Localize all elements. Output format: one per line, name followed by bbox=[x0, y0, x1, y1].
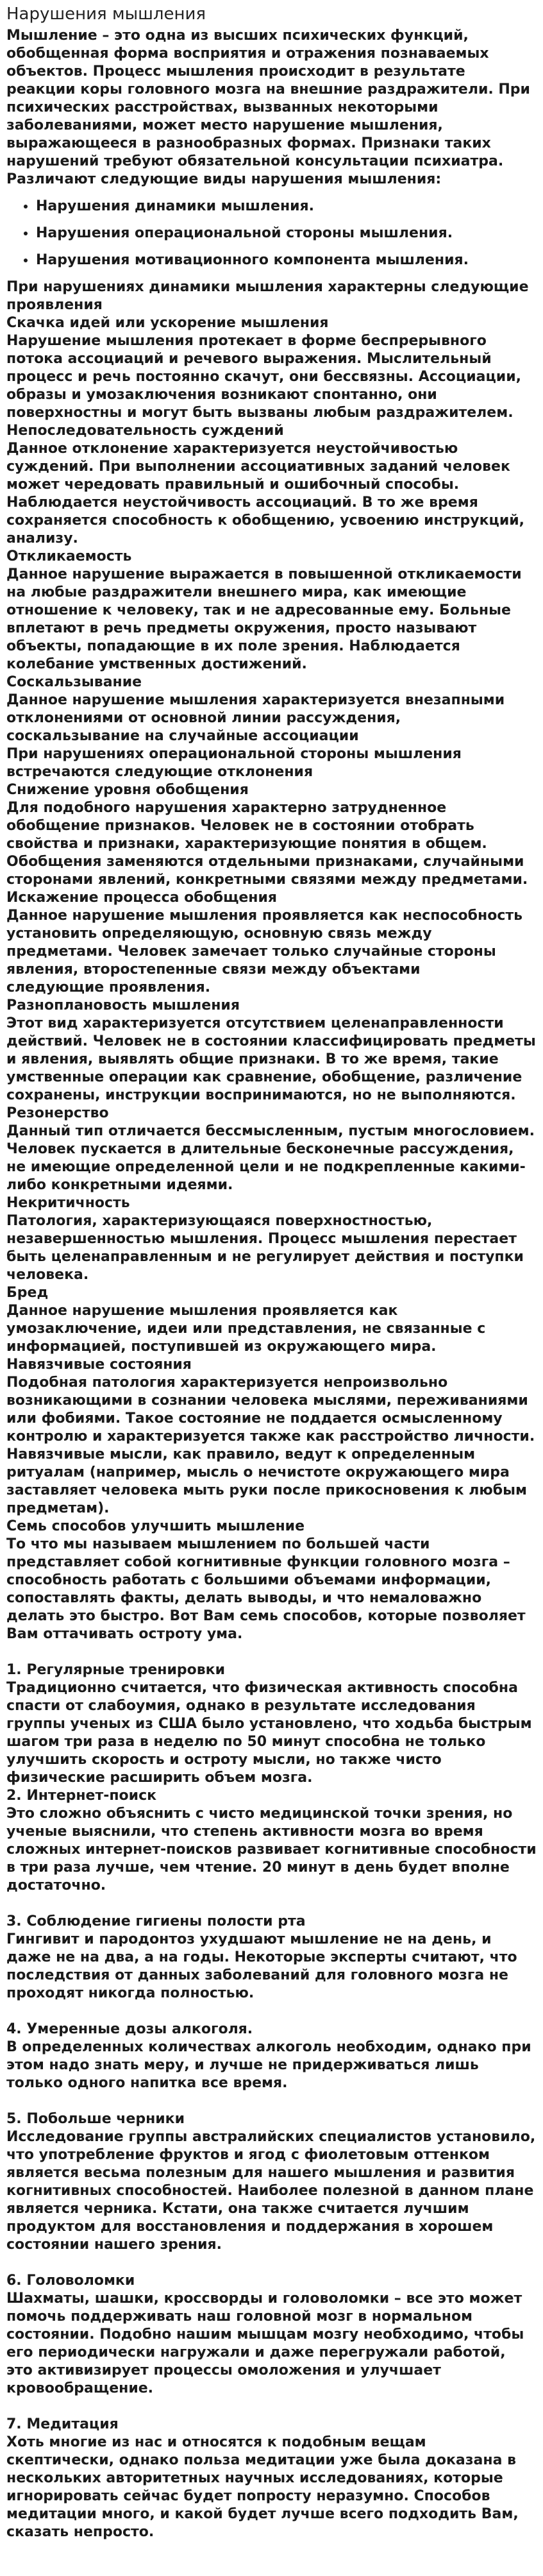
way-heading: 2. Интернет-поиск bbox=[6, 1788, 157, 1804]
section-heading: Резонерство bbox=[6, 1105, 109, 1121]
section-text: То что мы называем мышлением по большей части представляет собой когнитивные функции головного мозга – способность работать с большими объемами информации, сопоставлять факты, делать выводы, и что немаловажно делать это быстро. Вот Вам семь способов, которые позволяет Вам оттачивать остроту ума. bbox=[6, 1536, 526, 1642]
section-text: Этот вид характеризуется отсутствием целенаправленности действий. Человек не в состоянии классифицировать предметы и явления, выявлять общие признаки. В то же время, такие умственные операции как сравнение, обобщение, различение сохранены, инструкции воспринимаются, но не выполняются. bbox=[6, 1015, 536, 1103]
section-heading: Бред bbox=[6, 1285, 49, 1301]
section-heading: Разноплановость мышления bbox=[6, 997, 240, 1013]
section-text: Нарушение мышления протекает в форме беспрерывного потока ассоциаций и речевого выражения. Мыслительный процесс и речь постоянно скачут, они бессвязны. Ассоциации, образы и умозаключения возникают спонтанно, они поверхностны и могут быть вызваны любым раздражителем. bbox=[6, 333, 521, 421]
way-text: В определенных количествах алкоголь необходим, однако при этом надо знать меру, и лучше не придерживаться лишь только одного напитка все время. bbox=[6, 2039, 531, 2091]
section-text: Патология, характеризующаяся поверхностностью, незавершенностью мышления. Процесс мышления перестает быть целенаправленным и не регулирует действия и поступки человека. bbox=[6, 1213, 524, 1283]
spacer bbox=[6, 2003, 537, 2021]
way-heading: 1. Регулярные тренировки bbox=[6, 1662, 226, 1678]
section-text: Данное нарушение выражается в повышенной откликаемости на любые раздражители внешнего мира, как имеющие отношение к человеку, так и не адресованные ему. Больные вплетают в речь предметы окружения, просто называют объекты, попадающие в их поле зрения. Наблюдается колебание умственных достижений. bbox=[6, 566, 522, 672]
section-heading: Семь способов улучшить мышление bbox=[6, 1518, 305, 1534]
way-text: Исследование группы австралийских специалистов установило, что употребление фруктов и ягод с фиолетовым оттенком является весьма полезным для нашего мышления и развития когнитивных способностей. Наиболее полезной в данном плане является черника. Кстати, она также считается лучшим продуктом для восстановления и поддержания в хорошем состоянии нашего зрения. bbox=[6, 2129, 536, 2253]
kinds-list bbox=[6, 198, 537, 269]
section-heading: Скачка идей или ускорение мышления bbox=[6, 315, 329, 331]
way-heading: 3. Соблюдение гигиены полости рта bbox=[6, 1913, 306, 1929]
section-heading: Навязчивые состояния bbox=[6, 1357, 192, 1373]
section-text: Данный тип отличается бессмысленным, пустым многословием. Человек пускается в длительные бесконечные рассуждения, не имеющие определенной цели и не подкрепленные какими-либо конкретными идеями. bbox=[6, 1123, 535, 1193]
section-heading: Некритичность bbox=[6, 1195, 130, 1211]
way-heading: 6. Головоломки bbox=[6, 2273, 135, 2289]
spacer bbox=[6, 2398, 537, 2416]
list-item: • Нарушения динамики мышления. bbox=[36, 198, 537, 216]
list-item: • Нарушения операциональной стороны мышления. bbox=[36, 225, 537, 242]
spacer bbox=[6, 2254, 537, 2272]
section-heading: Непоследовательность суждений bbox=[6, 423, 284, 439]
section-text: Данное нарушение мышления проявляется как неспособность установить определяющую, основную связь между предметами. Человек замечает только случайные стороны явления, второстепенные связи между объектами bbox=[6, 908, 523, 978]
page-title: Нарушения мышления bbox=[6, 4, 206, 24]
way-text: Шахматы, шашки, кроссворды и головоломки – все это может помочь поддерживать наш головной мозг в нормальном состоянии. Подобно нашим мышцам мозгу необходимо, чтобы его периодически нагружали и даже перегружали работой, это активизирует процессы омоложения и улучшает кровообращение. bbox=[6, 2291, 524, 2396]
section-text: Для подобного нарушения характерно затрудненное обобщение признаков. Человек не в состоянии отобрать свойства и признаки, характеризующие понятия в общем. Обобщения заменяются отдельными признаками, случайными сторонами явлений, конкретными связями между предметами. bbox=[6, 800, 528, 888]
way-text: Традиционно считается, что физическая активность способна спасти от слабоумия, однако в результате исследования группы ученых из США было установлено, что ходьба быстрым шагом три раза в неделю по 50 минут способна не только улучшить скорость и остроту мысли, но также чисто физические расширить объем мозга. bbox=[6, 1680, 532, 1786]
spacer bbox=[6, 1643, 537, 1661]
way-heading: 4. Умеренные дозы алкоголя. bbox=[6, 2021, 253, 2037]
way-text: Гингивит и пародонтоз ухудшают мышление не на день, и даже не на два, а на годы. Некоторые эксперты считают, что последствия от данных заболеваний для головного мозга не проходят никогда полностью. bbox=[6, 1931, 517, 2001]
section-heading: Искажение процесса обобщения bbox=[6, 890, 278, 906]
section-text: Данное отклонение характеризуется неустойчивостью суждений. При выполнении ассоциативных заданий человек может чередовать правильный и ошибочный способы. Наблюдается неустойчивость ассоциаций. В то же время сохраняется способность к обобщению, усвоению инструкций, анализу. bbox=[6, 441, 525, 547]
section-heading: Откликаемость bbox=[6, 548, 132, 564]
section-text: Данное нарушение мышления характеризуется внезапными отклонениями от основной линии рассуждения, соскальзывание на случайные ассоциации bbox=[6, 692, 505, 744]
way-text: Хоть многие из нас и относятся к подобным вещам скептически, однако польза медитации уже была доказана в нескольких авторитетных научных исследованиях, которые игнорировать сейчас будет попросту неразумно. Способов медитации много, и какой будет лучше всего подходить Вам, сказать непросто. bbox=[6, 2434, 519, 2540]
way-heading: 7. Медитация bbox=[6, 2416, 119, 2432]
section-heading: Соскальзывание bbox=[6, 674, 142, 690]
section-text: Подобная патология характеризуется непроизвольно возникающими в сознании человека мыслями, переживаниями или фобиями. Такое состояние не поддается осмысленному контролю и характеризуется также как расстройство личности. Навязчивые мысли, как правило, ведут к определенным ритуалам (например, мысль о нечистоте окружающего мира заставляет человека мыть руки после прикосновения к любым предметам). bbox=[6, 1375, 535, 1516]
operational-intro: При нарушениях операциональной стороны мышления встречаются следующие отклонения bbox=[6, 746, 462, 780]
kinds-header: Различают следующие виды нарушения мышления: bbox=[6, 171, 442, 187]
section-text: Данное нарушение мышления проявляется как умозаключение, идеи или представления, не связанные с информацией, поступившей из окружающего мира. bbox=[6, 1303, 486, 1355]
spacer bbox=[6, 2092, 537, 2110]
dynamics-intro: При нарушениях динамики мышления характерны следующие проявления bbox=[6, 279, 529, 313]
motivation-intro: следующие проявления. bbox=[6, 979, 211, 996]
way-heading: 5. Побольше черники bbox=[6, 2111, 185, 2127]
spacer bbox=[6, 1895, 537, 1913]
intro-paragraph: Мышление – это одна из высших психических функций, обобщенная форма восприятия и отражения познаваемых объектов. Процесс мышления происходит в результате реакции коры головного мозга на внешние раздражители. При психических расстройствах, вызванных некоторыми заболеваниями, может место нарушение мышления, выражающееся в разнообразных формах. Признаки таких нарушений требуют обязательной консультации психиатра. bbox=[6, 28, 530, 169]
way-text: Это сложно объяснить с чисто медицинской точки зрения, но ученые выяснили, что степень активности мозга во время сложных интернет-поисков развивает когнитивные способности в три раза лучше, чем чтение. 20 минут в день будет вполне достаточно. bbox=[6, 1806, 537, 1894]
list-item: • Нарушения мотивационного компонента мышления. bbox=[36, 251, 537, 269]
section-heading: Снижение уровня обобщения bbox=[6, 782, 249, 798]
